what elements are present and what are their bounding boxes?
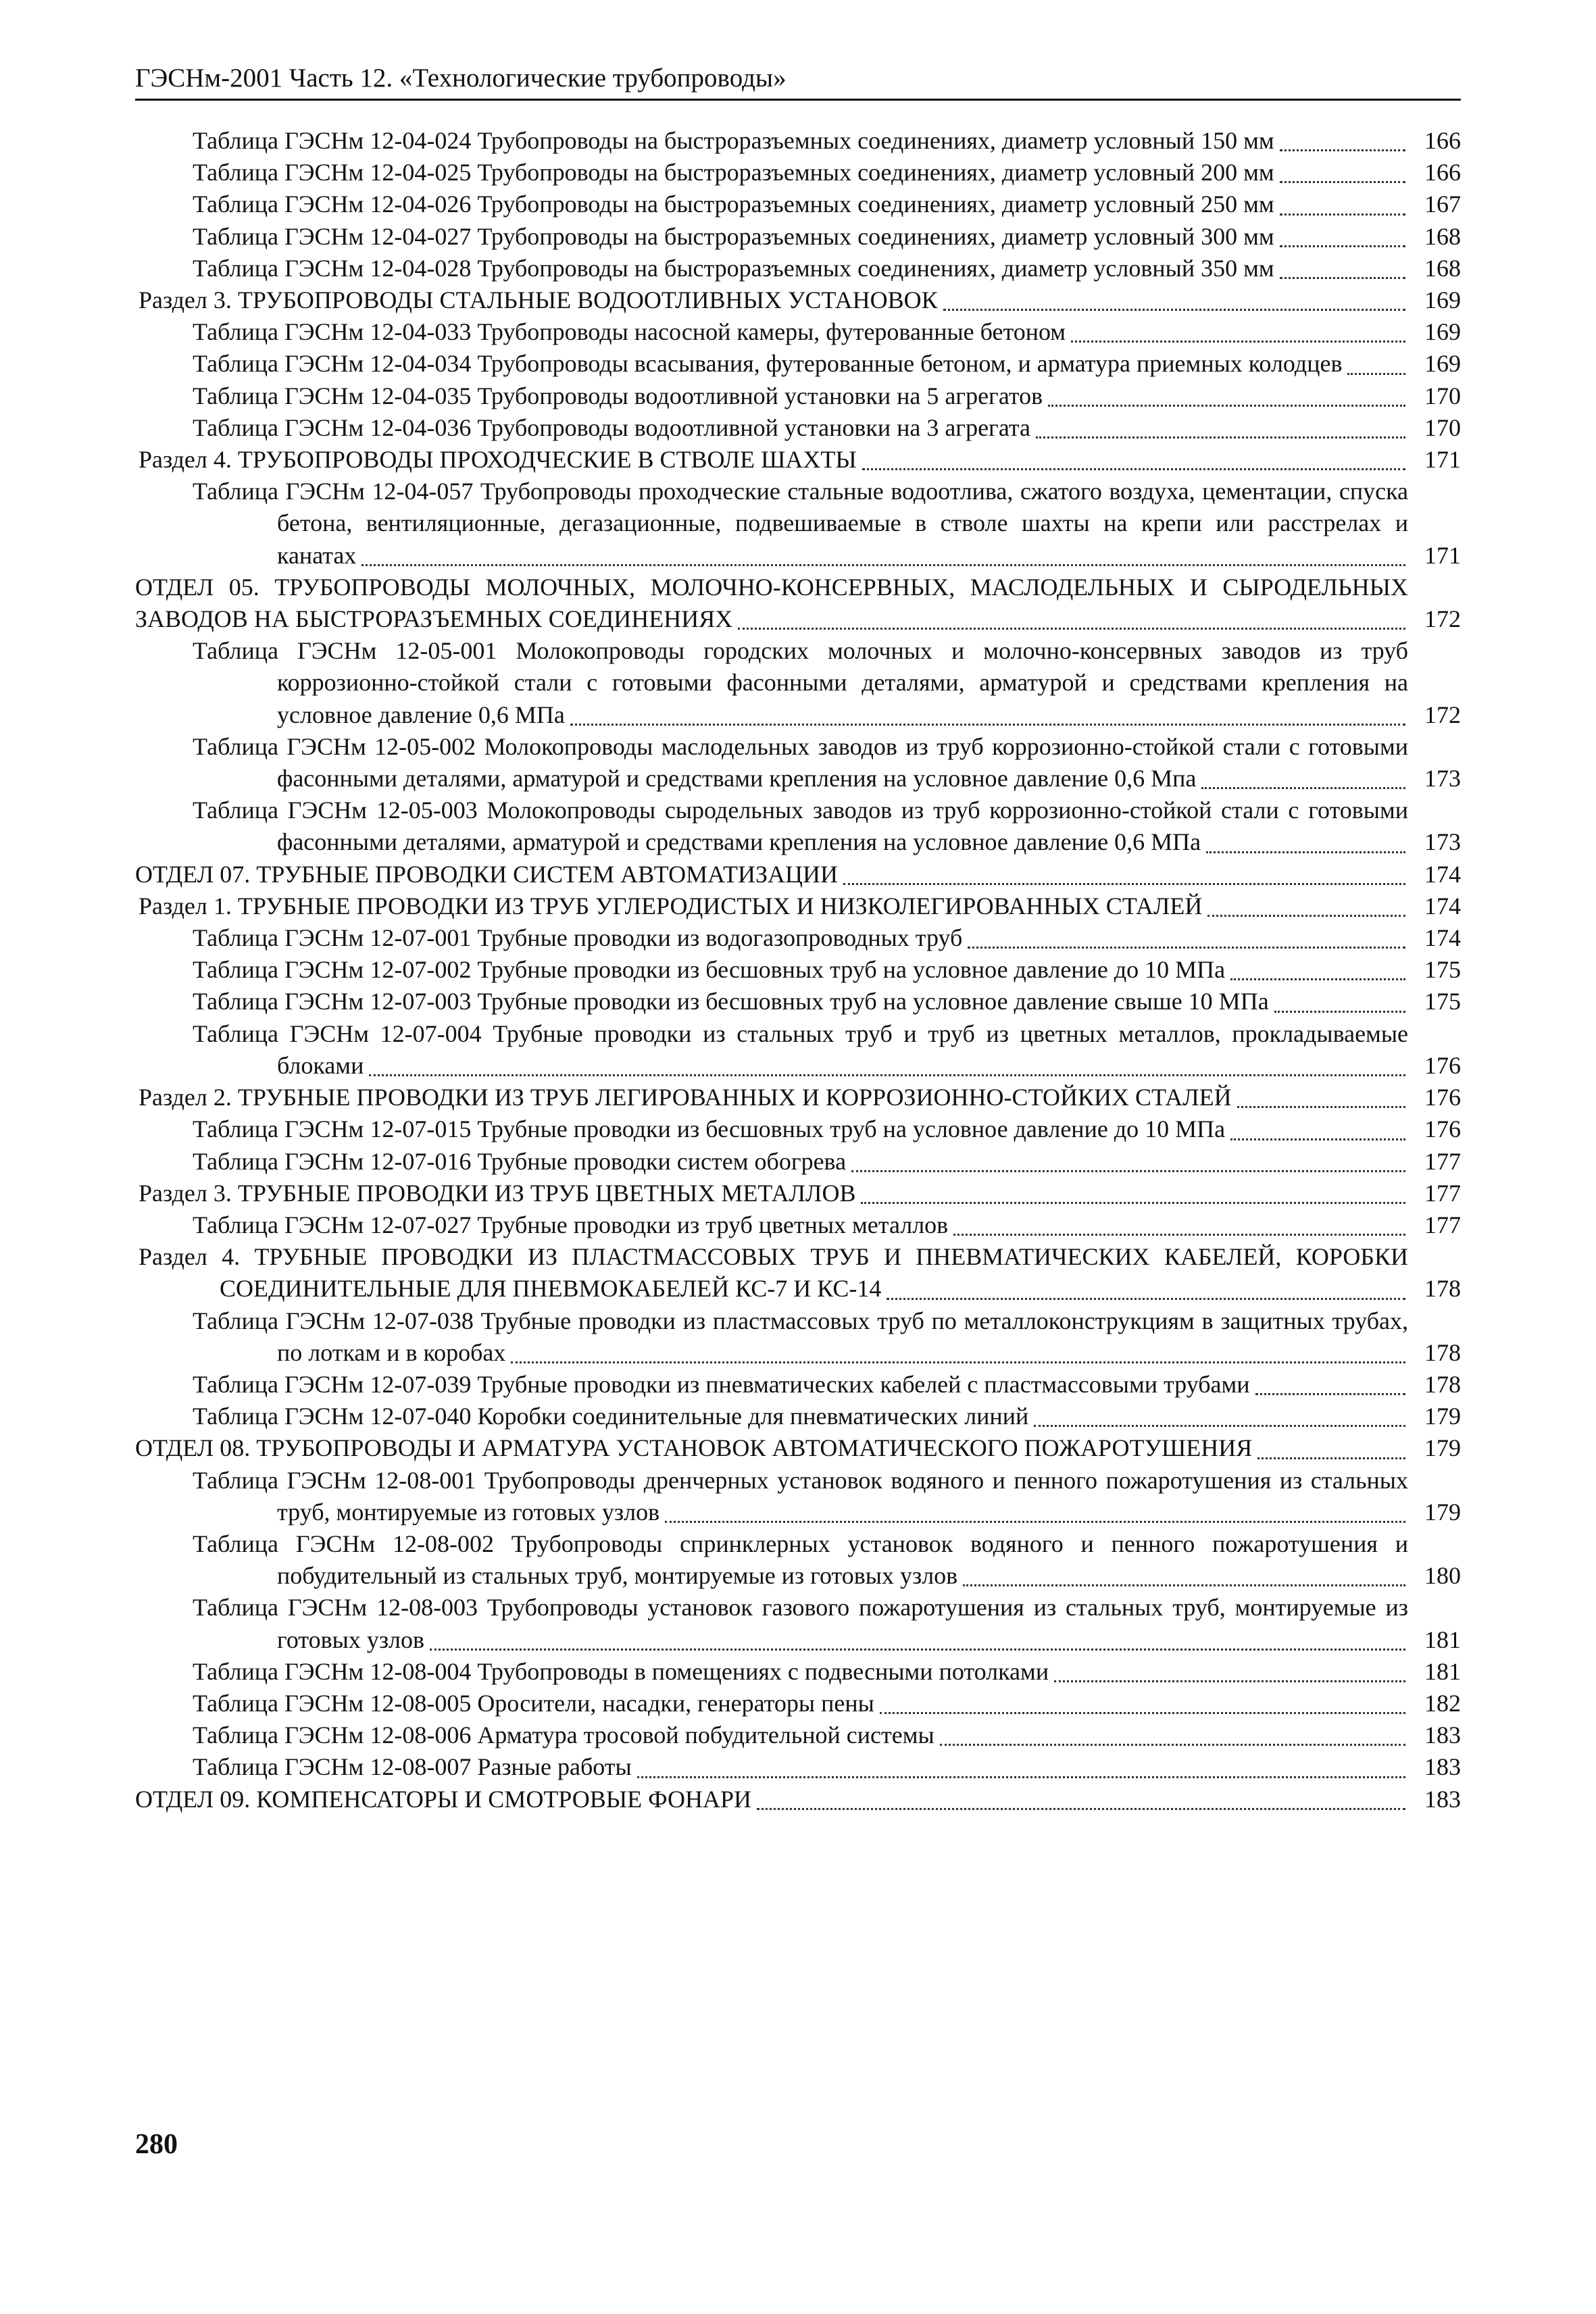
toc-entry[interactable] xyxy=(135,444,1461,476)
toc-entry[interactable] xyxy=(135,253,1461,284)
dot-leader xyxy=(1255,1393,1405,1395)
toc-entry[interactable] xyxy=(135,954,1461,986)
dot-leader xyxy=(1257,1457,1405,1459)
toc-entry[interactable] xyxy=(135,188,1461,220)
dot-leader xyxy=(1280,277,1405,279)
dot-leader xyxy=(1054,1680,1405,1682)
toc-entry-title: Таблица ГЭСНм 12-05-002 Молокопроводы маслодельных заводов из труб коррозионно-стойкой стали с готовыми фасонными деталями, арматурой и средствами крепления на условное давление 0,6 Мпа xyxy=(193,732,1408,793)
dot-leader xyxy=(1280,149,1405,151)
dot-leader xyxy=(1034,1425,1405,1427)
toc-entry-page: 176 xyxy=(1424,1084,1461,1111)
toc-entry[interactable] xyxy=(135,1656,1461,1688)
toc-entry-title: Таблица ГЭСНм 12-08-005 Оросители, насадки, генераторы пены xyxy=(193,1689,874,1717)
toc-entry-page: 176 xyxy=(1424,1115,1461,1143)
toc-entry-title: Таблица ГЭСНм 12-04-024 Трубопроводы на быстроразъемных соединениях, диаметр условный 150 мм xyxy=(193,127,1274,154)
toc-entry-page: 169 xyxy=(1424,318,1461,346)
toc-entry[interactable] xyxy=(135,1432,1461,1464)
dot-leader xyxy=(1071,341,1405,343)
toc-entry-title: Раздел 4. ТРУБОПРОВОДЫ ПРОХОДЧЕСКИЕ В СТВОЛЕ ШАХТЫ xyxy=(139,446,857,474)
toc-entry-page: 171 xyxy=(1424,541,1461,569)
toc-entry-page: 175 xyxy=(1424,956,1461,984)
toc-entry-title: Таблица ГЭСНм 12-07-038 Трубные проводки из пластмассовых труб по металлоконструкциям в защитных трубах, по лоткам и в коробах xyxy=(193,1307,1408,1366)
toc-entry-title: Раздел 1. ТРУБНЫЕ ПРОВОДКИ ИЗ ТРУБ УГЛЕРОДИСТЫХ И НИЗКОЛЕГИРОВАННЫХ СТАЛЕЙ xyxy=(139,892,1203,920)
dot-leader xyxy=(1280,245,1405,247)
toc-entry-title: Таблица ГЭСНм 12-08-004 Трубопроводы в помещениях с подвесными потолками xyxy=(193,1657,1049,1685)
toc-entry[interactable] xyxy=(135,1751,1461,1783)
toc-entry-title: ОТДЕЛ 07. ТРУБНЫЕ ПРОВОДКИ СИСТЕМ АВТОМАТИЗАЦИИ xyxy=(135,860,839,888)
toc-entry-title: Таблица ГЭСНм 12-04-027 Трубопроводы на быстроразъемных соединениях, диаметр условный 300 мм xyxy=(193,222,1274,250)
toc-entry[interactable] xyxy=(135,1241,1461,1305)
toc-entry[interactable] xyxy=(135,476,1461,572)
toc-entry-title: Таблица ГЭСНм 12-04-033 Трубопроводы насосной камеры, футерованные бетоном xyxy=(193,318,1066,346)
dot-leader xyxy=(1347,373,1405,375)
toc-entry[interactable] xyxy=(135,1528,1461,1592)
toc-entry-page: 177 xyxy=(1424,1211,1461,1238)
toc-entry-title: Таблица ГЭСНм 12-07-015 Трубные проводки из бесшовных труб на условное давление до 10 МПа xyxy=(193,1115,1226,1143)
toc-entry-title: Таблица ГЭСНм 12-04-057 Трубопроводы проходческие стальные водоотлива, сжатого воздуха, цементации, спуска бетона, вентиляционные, дегазационные, подвешиваемые в стволе шахты на крепи или расстрелах и канатах xyxy=(193,478,1408,569)
toc-entry-page: 178 xyxy=(1424,1370,1461,1398)
dot-leader xyxy=(843,883,1405,885)
toc-entry-title: Таблица ГЭСНм 12-07-002 Трубные проводки из бесшовных труб на условное давление до 10 МПа xyxy=(193,956,1226,984)
toc-entry[interactable] xyxy=(135,1784,1461,1815)
dot-leader xyxy=(880,1712,1405,1714)
toc-entry-page: 182 xyxy=(1424,1689,1461,1717)
toc-entry-page: 181 xyxy=(1424,1626,1461,1653)
dot-leader xyxy=(1230,978,1405,980)
toc-entry-page: 173 xyxy=(1424,765,1461,793)
toc-entry-page: 169 xyxy=(1424,350,1461,378)
dot-leader xyxy=(851,1170,1405,1172)
dot-leader xyxy=(637,1776,1405,1778)
toc-entry-page: 166 xyxy=(1424,127,1461,154)
page-header: ГЭСНм-2001 Часть 12. «Технологические трубопроводы» xyxy=(135,62,1461,101)
dot-leader xyxy=(1207,915,1405,917)
toc-entry[interactable] xyxy=(135,1113,1461,1145)
toc-entry-page: 183 xyxy=(1424,1785,1461,1813)
toc-entry-page: 166 xyxy=(1424,159,1461,186)
toc-entry[interactable] xyxy=(135,635,1461,731)
toc-entry-title: Таблица ГЭСНм 12-05-003 Молокопроводы сыродельных заводов из труб коррозионно-стойкой стали с готовыми фасонными деталями, арматурой и средствами крепления на условное давление 0,6 МПа xyxy=(193,797,1408,856)
toc-entry-page: 171 xyxy=(1424,446,1461,474)
toc-entry-title: Таблица ГЭСНм 12-04-026 Трубопроводы на быстроразъемных соединениях, диаметр условный 250 мм xyxy=(193,191,1274,218)
dot-leader xyxy=(1201,787,1405,789)
toc-entry-title: Таблица ГЭСНм 12-05-001 Молокопроводы городских молочных и молочно-консервных заводов из труб коррозионно-стойкой стали с готовыми фасонными деталями, арматурой и средствами крепления на условное давление 0,6 МПа xyxy=(193,637,1408,728)
dot-leader xyxy=(511,1361,1405,1363)
toc-entry-page: 168 xyxy=(1424,222,1461,250)
toc-entry-title: Таблица ГЭСНм 12-04-035 Трубопроводы водоотливной установки на 5 агрегатов xyxy=(193,382,1043,409)
toc-entry[interactable] xyxy=(135,922,1461,954)
toc-entry[interactable] xyxy=(135,157,1461,188)
toc-entry-title: Таблица ГЭСНм 12-07-016 Трубные проводки систем обогрева xyxy=(193,1147,847,1175)
toc-entry-page: 180 xyxy=(1424,1562,1461,1590)
toc-entry-title: Таблица ГЭСНм 12-04-034 Трубопроводы всасывания, футерованные бетоном, и арматура приемных колодцев xyxy=(193,350,1343,378)
toc-entry-page: 174 xyxy=(1424,892,1461,920)
toc-entry-title: ОТДЕЛ 08. ТРУБОПРОВОДЫ И АРМАТУРА УСТАНОВОК АВТОМАТИЧЕСКОГО ПОЖАРОТУШЕНИЯ xyxy=(135,1434,1253,1462)
toc-entry-title: Таблица ГЭСНм 12-04-025 Трубопроводы на быстроразъемных соединениях, диаметр условный 200 мм xyxy=(193,159,1274,186)
dot-leader xyxy=(940,1744,1405,1746)
toc-entry[interactable] xyxy=(135,1018,1461,1082)
table-of-contents xyxy=(135,125,1461,1815)
dot-leader xyxy=(1280,181,1405,183)
toc-entry-page: 172 xyxy=(1424,605,1461,633)
dot-leader xyxy=(738,628,1405,630)
toc-entry-title: Таблица ГЭСНм 12-04-036 Трубопроводы водоотливной установки на 3 агрегата xyxy=(193,413,1031,441)
toc-entry[interactable] xyxy=(135,1146,1461,1178)
toc-entry-page: 179 xyxy=(1424,1498,1461,1526)
toc-entry-title: Таблица ГЭСНм 12-08-003 Трубопроводы установок газового пожаротушения из стальных труб, монтируемые из готовых узлов xyxy=(193,1594,1408,1653)
toc-entry[interactable] xyxy=(135,221,1461,253)
dot-leader xyxy=(1237,1106,1405,1108)
dot-leader xyxy=(953,1234,1405,1236)
toc-entry-page: 181 xyxy=(1424,1657,1461,1685)
toc-entry[interactable] xyxy=(135,890,1461,922)
toc-entry-title: Таблица ГЭСНм 12-07-001 Трубные проводки из водогазопроводных труб xyxy=(193,924,963,952)
toc-entry-page: 178 xyxy=(1424,1275,1461,1303)
toc-entry-page: 177 xyxy=(1424,1179,1461,1207)
dot-leader xyxy=(430,1649,1405,1651)
toc-entry-page: 177 xyxy=(1424,1147,1461,1175)
toc-entry-page: 179 xyxy=(1424,1434,1461,1462)
dot-leader xyxy=(887,1298,1405,1300)
toc-entry-title: Таблица ГЭСНм 12-08-007 Разные работы xyxy=(193,1753,632,1781)
toc-entry[interactable] xyxy=(135,125,1461,157)
toc-entry-page: 183 xyxy=(1424,1753,1461,1781)
toc-entry-page: 169 xyxy=(1424,286,1461,314)
toc-entry[interactable] xyxy=(135,284,1461,316)
toc-entry-title: Таблица ГЭСНм 12-07-040 Коробки соединительные для пневматических линий xyxy=(193,1403,1029,1430)
toc-entry[interactable] xyxy=(135,572,1461,635)
dot-leader xyxy=(757,1808,1405,1810)
toc-entry[interactable] xyxy=(135,1719,1461,1751)
toc-entry[interactable] xyxy=(135,1688,1461,1719)
dot-leader xyxy=(862,468,1405,470)
toc-entry-title: Таблица ГЭСНм 12-08-001 Трубопроводы дренчерных установок водяного и пенного пожаротушения из стальных труб, монтируемые из готовых узлов xyxy=(193,1466,1408,1526)
dot-leader xyxy=(369,1074,1405,1076)
toc-entry-page: 173 xyxy=(1424,828,1461,856)
toc-entry[interactable] xyxy=(135,795,1461,858)
toc-entry-page: 172 xyxy=(1424,701,1461,728)
toc-entry[interactable] xyxy=(135,1178,1461,1209)
toc-entry[interactable] xyxy=(135,859,1461,890)
toc-entry-title: Таблица ГЭСНм 12-07-003 Трубные проводки из бесшовных труб на условное давление свыше 10 МПа xyxy=(193,988,1269,1015)
dot-leader xyxy=(1048,405,1405,407)
toc-entry[interactable] xyxy=(135,380,1461,412)
toc-entry[interactable] xyxy=(135,1401,1461,1432)
toc-entry-page: 174 xyxy=(1424,860,1461,888)
toc-entry[interactable] xyxy=(135,316,1461,348)
toc-entry[interactable] xyxy=(135,1592,1461,1655)
toc-entry-title: ОТДЕЛ 05. ТРУБОПРОВОДЫ МОЛОЧНЫХ, МОЛОЧНО-КОНСЕРВНЫХ, МАСЛОДЕЛЬНЫХ И СЫРОДЕЛЬНЫХ ЗАВОДОВ НА БЫСТРОРАЗЪЕМНЫХ СОЕДИНЕНИЯХ xyxy=(135,573,1408,633)
toc-entry-title: Таблица ГЭСНм 12-07-027 Трубные проводки из труб цветных металлов xyxy=(193,1211,949,1238)
toc-entry-page: 170 xyxy=(1424,413,1461,441)
toc-entry[interactable] xyxy=(135,348,1461,380)
toc-entry-page: 174 xyxy=(1424,924,1461,952)
dot-leader xyxy=(968,947,1405,949)
toc-entry-page: 167 xyxy=(1424,191,1461,218)
toc-entry-page: 176 xyxy=(1424,1051,1461,1079)
dot-leader xyxy=(1230,1138,1405,1140)
toc-entry-title: Раздел 4. ТРУБНЫЕ ПРОВОДКИ ИЗ ПЛАСТМАССОВЫХ ТРУБ И ПНЕВМАТИЧЕСКИХ КАБЕЛЕЙ, КОРОБКИ СОЕДИНИТЕЛЬНЫЕ ДЛЯ ПНЕВМОКАБЕЛЕЙ КС-7 И КС-14 xyxy=(139,1243,1408,1303)
dot-leader xyxy=(665,1521,1405,1523)
toc-entry-title: Раздел 3. ТРУБОПРОВОДЫ СТАЛЬНЫЕ ВОДООТЛИВНЫХ УСТАНОВОК xyxy=(139,286,938,314)
toc-entry-title: Раздел 3. ТРУБНЫЕ ПРОВОДКИ ИЗ ТРУБ ЦВЕТНЫХ МЕТАЛЛОВ xyxy=(139,1179,856,1207)
toc-entry-page: 170 xyxy=(1424,382,1461,409)
toc-entry-page: 168 xyxy=(1424,254,1461,282)
toc-entry-title: ОТДЕЛ 09. КОМПЕНСАТОРЫ И СМОТРОВЫЕ ФОНАРИ xyxy=(135,1785,752,1813)
toc-entry-page: 178 xyxy=(1424,1338,1461,1366)
dot-leader xyxy=(963,1584,1405,1586)
toc-entry-title: Таблица ГЭСНм 12-07-039 Трубные проводки из пневматических кабелей с пластмассовыми трубами xyxy=(193,1370,1250,1398)
dot-leader xyxy=(861,1202,1405,1204)
toc-entry[interactable] xyxy=(135,986,1461,1017)
dot-leader xyxy=(1206,851,1405,853)
toc-entry[interactable] xyxy=(135,731,1461,795)
toc-entry-page: 179 xyxy=(1424,1403,1461,1430)
dot-leader xyxy=(1280,213,1405,216)
toc-entry[interactable] xyxy=(135,1082,1461,1113)
toc-entry[interactable] xyxy=(135,1209,1461,1241)
toc-entry-title: Таблица ГЭСНм 12-07-004 Трубные проводки из стальных труб и труб из цветных металлов, прокладываемые блоками xyxy=(193,1020,1408,1079)
dot-leader xyxy=(943,309,1405,311)
toc-entry[interactable] xyxy=(135,412,1461,444)
dot-leader xyxy=(361,564,1405,566)
toc-entry-page: 175 xyxy=(1424,988,1461,1015)
dot-leader xyxy=(1036,436,1405,438)
toc-entry-title: Таблица ГЭСНм 12-08-002 Трубопроводы спринклерных установок водяного и пенного пожаротушения и побудительный из стальных труб, монтируемые из готовых узлов xyxy=(193,1530,1408,1590)
dot-leader xyxy=(570,724,1405,726)
toc-entry[interactable] xyxy=(135,1305,1461,1369)
dot-leader xyxy=(1274,1011,1405,1013)
toc-entry-title: Раздел 2. ТРУБНЫЕ ПРОВОДКИ ИЗ ТРУБ ЛЕГИРОВАННЫХ И КОРРОЗИОННО-СТОЙКИХ СТАЛЕЙ xyxy=(139,1084,1232,1111)
toc-entry[interactable] xyxy=(135,1465,1461,1528)
toc-entry-title: Таблица ГЭСНм 12-08-006 Арматура тросовой побудительной системы xyxy=(193,1721,934,1749)
page-number: 280 xyxy=(135,2129,178,2160)
toc-entry[interactable] xyxy=(135,1369,1461,1401)
toc-entry-title: Таблица ГЭСНм 12-04-028 Трубопроводы на быстроразъемных соединениях, диаметр условный 350 мм xyxy=(193,254,1274,282)
toc-entry-page: 183 xyxy=(1424,1721,1461,1749)
